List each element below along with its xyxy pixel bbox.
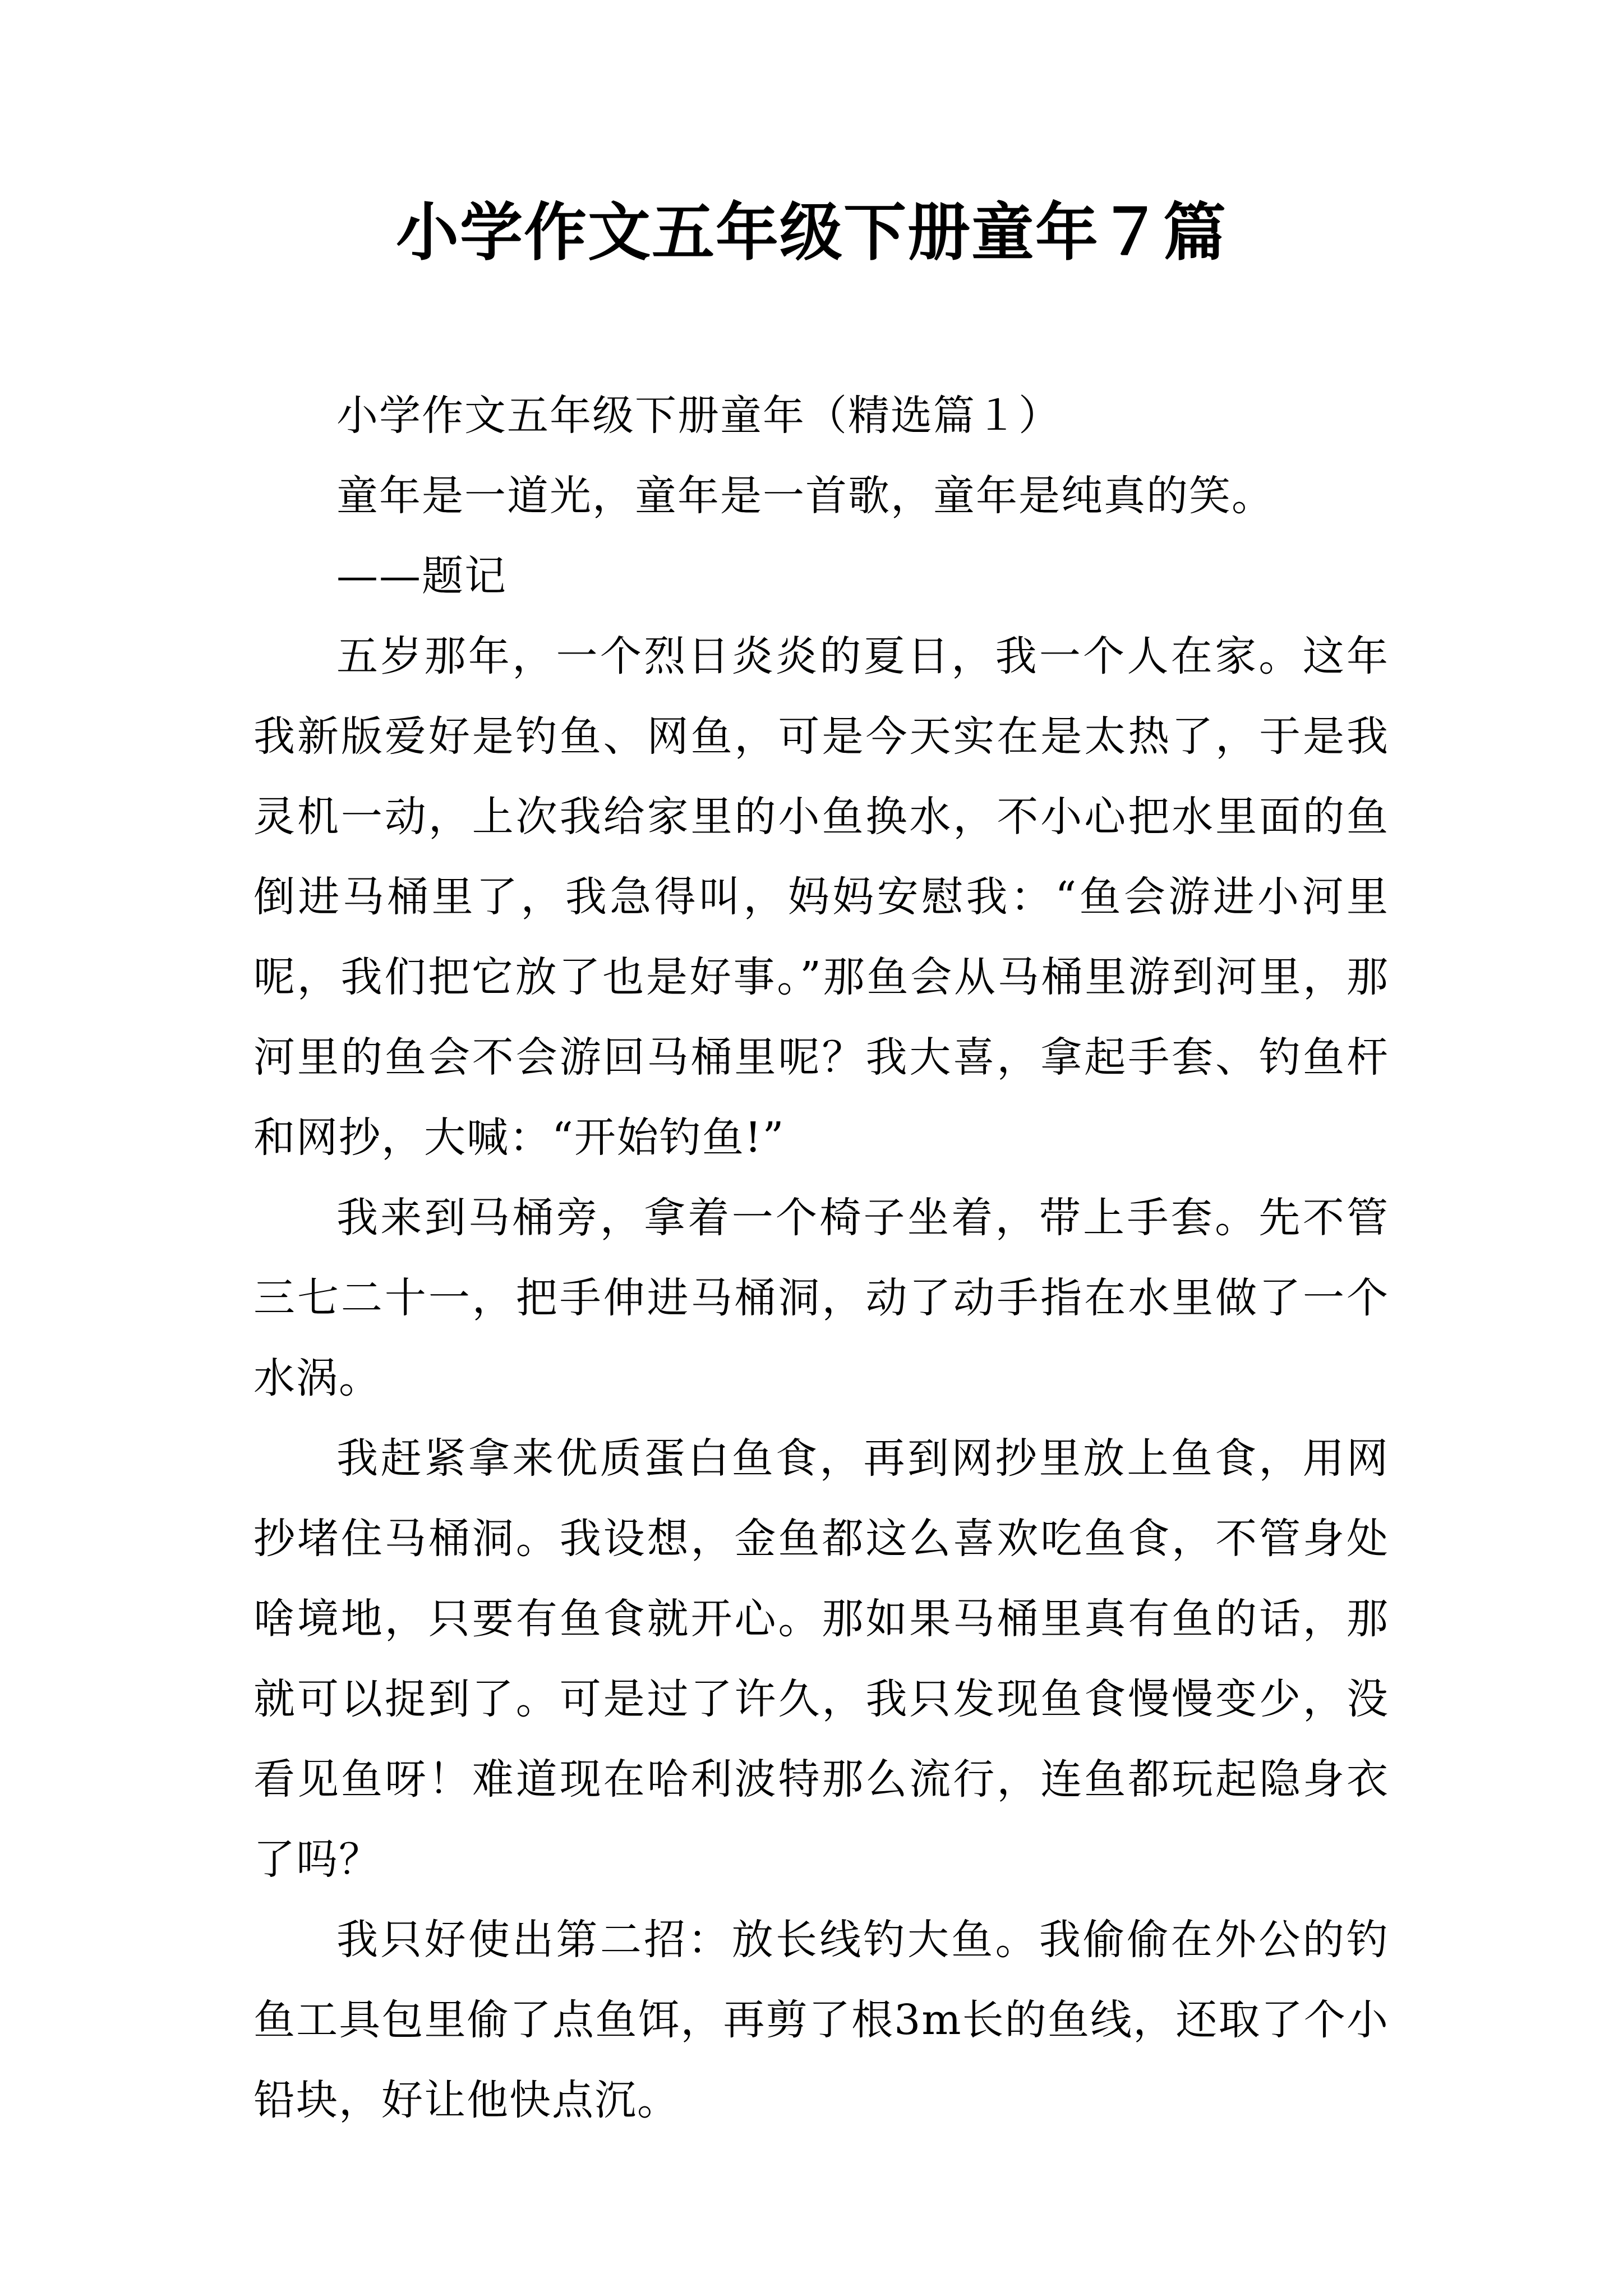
body-paragraph: 我赶紧拿来优质蛋白鱼食，再到网抄里放上鱼食，用网抄堵住马桶洞。我设想，金鱼都这么喜欢吃鱼食，不管身处啥境地，只要有鱼食就开心。那如果马桶里真有鱼的话，那就可以捉到了。可是过了许久，我只发现鱼食慢慢变少，没看见鱼呀！难道现在哈利波特那么流行，连鱼都玩起隐身衣了吗？ bbox=[253, 1434, 1389, 1884]
body-paragraph: 我来到马桶旁，拿着一个椅子坐着，带上手套。先不管三七二十一，把手伸进马桶洞，动了动手指在水里做了一个水涡。 bbox=[253, 1194, 1389, 1402]
body-paragraph: 我只好使出第二招：放长线钓大鱼。我偷偷在外公的钓鱼工具包里偷了点鱼饵，再剪了根3m长的鱼线，还取了个小铅块，好让他快点沉。 bbox=[253, 1916, 1389, 2124]
epigraph-attribution: ——题记 bbox=[336, 552, 507, 600]
body-paragraph: 五岁那年，一个烈日炎炎的夏日，我一个人在家。这年我新版爱好是钓鱼、网鱼，可是今天实在是太热了，于是我灵机一动，上次我给家里的小鱼换水，不小心把水里面的鱼倒进马桶里了，我急得叫，妈妈安慰我：“鱼会游进小河里呢，我们把它放了也是好事。”那鱼会从马桶里游到河里，那河里的鱼会不会游回马桶里呢？我大喜，拿起手套、钓鱼杆和网抄，大喊：“开始钓鱼!” bbox=[253, 632, 1389, 1162]
document-title: 小学作文五年级下册童年７篇 bbox=[396, 196, 1227, 269]
document-body bbox=[253, 376, 1389, 2141]
section-heading: 小学作文五年级下册童年（精选篇１） bbox=[336, 392, 1061, 440]
epigraph: 童年是一道光，童年是一首歌，童年是纯真的笑。 bbox=[336, 472, 1274, 520]
